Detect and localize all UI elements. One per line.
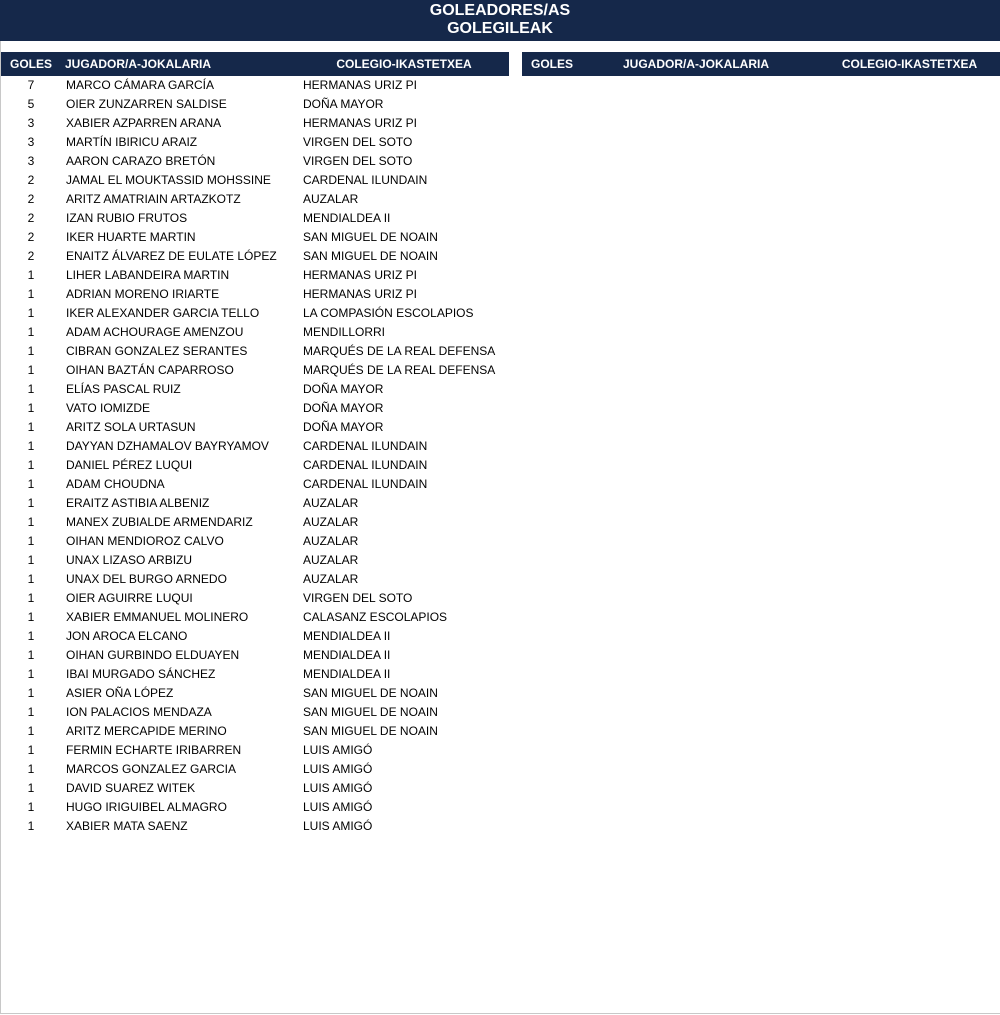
table-row	[1, 437, 509, 456]
table-row	[1, 779, 509, 798]
goals-cell: 1	[27, 382, 35, 396]
player-cell: OIER ZUNZARREN SALDISE	[66, 97, 227, 111]
table-row	[1, 152, 509, 171]
goals-cell: 2	[27, 230, 35, 244]
player-cell: DANIEL PÉREZ LUQUI	[66, 458, 193, 472]
table-row	[1, 475, 509, 494]
goals-cell: 1	[27, 705, 35, 719]
title-line-2: GOLEGILEAK	[447, 20, 553, 37]
goals-cell: 7	[27, 78, 35, 92]
school-cell: LA COMPASIÓN ESCOLAPIOS	[303, 306, 474, 320]
player-cell: XABIER EMMANUEL MOLINERO	[66, 610, 249, 624]
school-cell: LUIS AMIGÓ	[303, 781, 373, 795]
header-colegio: COLEGIO-IKASTETXEA	[841, 57, 978, 71]
school-cell: AUZALAR	[303, 192, 359, 206]
player-cell: ASIER OÑA LÓPEZ	[66, 686, 174, 700]
player-cell: JAMAL EL MOUKTASSID MOHSSINE	[66, 173, 271, 187]
school-cell: SAN MIGUEL DE NOAIN	[303, 230, 438, 244]
header-jugador: JUGADOR/A-JOKALARIA	[622, 57, 769, 71]
goals-cell: 1	[27, 325, 35, 339]
goals-cell: 1	[27, 458, 35, 472]
table-row	[1, 171, 509, 190]
school-cell: VIRGEN DEL SOTO	[303, 135, 413, 149]
goals-cell: 2	[27, 173, 35, 187]
school-cell: CARDENAL ILUNDAIN	[303, 173, 428, 187]
table-row	[1, 570, 509, 589]
goals-cell: 1	[27, 287, 35, 301]
school-cell: HERMANAS URIZ PI	[303, 116, 418, 130]
goals-cell: 1	[27, 743, 35, 757]
table-row	[1, 589, 509, 608]
school-cell: AUZALAR	[303, 496, 359, 510]
goals-cell: 1	[27, 667, 35, 681]
school-cell: CARDENAL ILUNDAIN	[303, 458, 428, 472]
player-cell: MANEX ZUBIALDE ARMENDARIZ	[66, 515, 253, 529]
table-row	[1, 228, 509, 247]
goals-cell: 1	[27, 591, 35, 605]
school-cell: AUZALAR	[303, 534, 359, 548]
goals-cell: 1	[27, 800, 35, 814]
table-row	[1, 361, 509, 380]
player-cell: OIHAN MENDIOROZ CALVO	[66, 534, 224, 548]
player-cell: DAYYAN DZHAMALOV BAYRYAMOV	[66, 439, 269, 453]
table-row	[1, 76, 509, 95]
player-cell: OIER AGUIRRE LUQUI	[66, 591, 193, 605]
goals-cell: 5	[27, 97, 35, 111]
goals-cell: 1	[27, 610, 35, 624]
goals-cell: 1	[27, 401, 35, 415]
player-cell: IBAI MURGADO SÁNCHEZ	[66, 667, 216, 681]
school-cell: SAN MIGUEL DE NOAIN	[303, 724, 438, 738]
school-cell: VIRGEN DEL SOTO	[303, 591, 413, 605]
goals-cell: 1	[27, 363, 35, 377]
goals-cell: 1	[27, 762, 35, 776]
player-cell: ARITZ SOLA URTASUN	[66, 420, 196, 434]
goals-cell: 2	[27, 211, 35, 225]
player-cell: XABIER MATA SAENZ	[66, 819, 188, 833]
school-cell: HERMANAS URIZ PI	[303, 78, 418, 92]
table-header-right	[522, 52, 1000, 76]
table-row	[1, 247, 509, 266]
school-cell: SAN MIGUEL DE NOAIN	[303, 705, 438, 719]
table-row	[1, 456, 509, 475]
player-cell: OIHAN GURBINDO ELDUAYEN	[66, 648, 240, 662]
table-row	[1, 285, 509, 304]
table-row	[1, 209, 509, 228]
title-banner	[0, 0, 1000, 41]
goals-cell: 1	[27, 268, 35, 282]
header-goles: GOLES	[9, 57, 52, 71]
title-line-1: GOLEADORES/AS	[429, 2, 571, 19]
school-cell: CARDENAL ILUNDAIN	[303, 477, 428, 491]
player-cell: ARITZ MERCAPIDE MERINO	[66, 724, 227, 738]
goals-cell: 1	[27, 477, 35, 491]
goals-cell: 1	[27, 572, 35, 586]
school-cell: MENDILLORRI	[303, 325, 386, 339]
goals-cell: 2	[27, 249, 35, 263]
school-cell: HERMANAS URIZ PI	[303, 268, 418, 282]
header-colegio: COLEGIO-IKASTETXEA	[336, 57, 472, 71]
goals-cell: 1	[27, 629, 35, 643]
table-row	[1, 513, 509, 532]
table-row	[1, 190, 509, 209]
table-row	[1, 342, 509, 361]
table-row	[1, 627, 509, 646]
table-header-left	[1, 52, 509, 76]
player-cell: ADRIAN MORENO IRIARTE	[66, 287, 220, 301]
player-cell: JON AROCA ELCANO	[66, 629, 188, 643]
school-cell: MENDIALDEA II	[303, 667, 391, 681]
table-row	[1, 304, 509, 323]
player-cell: DAVID SUAREZ WITEK	[66, 781, 196, 795]
player-cell: IZAN RUBIO FRUTOS	[66, 211, 188, 225]
school-cell: AUZALAR	[303, 515, 359, 529]
table-row	[1, 323, 509, 342]
player-cell: MARCOS GONZALEZ GARCIA	[66, 762, 237, 776]
goals-cell: 1	[27, 420, 35, 434]
school-cell: CALASANZ ESCOLAPIOS	[303, 610, 448, 624]
school-cell: MENDIALDEA II	[303, 648, 391, 662]
scorers-table-body	[1, 76, 509, 836]
player-cell: IKER ALEXANDER GARCIA TELLO	[66, 306, 260, 320]
goals-cell: 3	[27, 154, 35, 168]
player-cell: AARON CARAZO BRETÓN	[66, 154, 216, 168]
table-row	[1, 608, 509, 627]
player-cell: ADAM CHOUDNA	[66, 477, 165, 491]
player-cell: ARITZ AMATRIAIN ARTAZKOTZ	[66, 192, 241, 206]
goals-cell: 1	[27, 344, 35, 358]
school-cell: AUZALAR	[303, 572, 359, 586]
player-cell: ADAM ACHOURAGE AMENZOU	[66, 325, 244, 339]
school-cell: SAN MIGUEL DE NOAIN	[303, 249, 438, 263]
player-cell: ENAITZ ÁLVAREZ DE EULATE LÓPEZ	[66, 249, 277, 263]
goals-cell: 2	[27, 192, 35, 206]
school-cell: SAN MIGUEL DE NOAIN	[303, 686, 438, 700]
player-cell: IKER HUARTE MARTIN	[66, 230, 196, 244]
table-row	[1, 114, 509, 133]
goals-cell: 3	[27, 135, 35, 149]
table-row	[1, 646, 509, 665]
goals-cell: 1	[27, 781, 35, 795]
player-cell: XABIER AZPARREN ARANA	[66, 116, 222, 130]
table-row	[1, 551, 509, 570]
table-row	[1, 665, 509, 684]
goals-cell: 1	[27, 534, 35, 548]
table-row	[1, 684, 509, 703]
goals-cell: 1	[27, 724, 35, 738]
school-cell: LUIS AMIGÓ	[303, 743, 373, 757]
school-cell: DOÑA MAYOR	[303, 420, 384, 434]
goals-cell: 1	[27, 553, 35, 567]
player-cell: ION PALACIOS MENDAZA	[66, 705, 212, 719]
goals-cell: 1	[27, 306, 35, 320]
table-row	[1, 494, 509, 513]
player-cell: VATO IOMIZDE	[66, 401, 151, 415]
goals-cell: 1	[27, 439, 35, 453]
player-cell: MARTÍN IBIRICU ARAIZ	[66, 135, 198, 149]
table-row	[1, 760, 509, 779]
school-cell: DOÑA MAYOR	[303, 401, 384, 415]
school-cell: MENDIALDEA II	[303, 211, 391, 225]
school-cell: LUIS AMIGÓ	[303, 800, 373, 814]
school-cell: DOÑA MAYOR	[303, 382, 384, 396]
player-cell: UNAX LIZASO ARBIZU	[66, 553, 193, 567]
table-row	[1, 133, 509, 152]
goals-cell: 3	[27, 116, 35, 130]
goals-cell: 1	[27, 648, 35, 662]
school-cell: AUZALAR	[303, 553, 359, 567]
player-cell: OIHAN BAZTÁN CAPARROSO	[66, 363, 234, 377]
goals-cell: 1	[27, 515, 35, 529]
player-cell: CIBRAN GONZALEZ SERANTES	[66, 344, 248, 358]
school-cell: MARQUÉS DE LA REAL DEFENSA	[303, 344, 496, 358]
school-cell: MARQUÉS DE LA REAL DEFENSA	[303, 363, 496, 377]
table-row	[1, 703, 509, 722]
header-goles: GOLES	[530, 57, 573, 71]
school-cell: HERMANAS URIZ PI	[303, 287, 418, 301]
table-row	[1, 817, 509, 836]
table-row	[1, 266, 509, 285]
player-cell: LIHER LABANDEIRA MARTIN	[66, 268, 230, 282]
table-row	[1, 95, 509, 114]
school-cell: MENDIALDEA II	[303, 629, 391, 643]
table-row	[1, 741, 509, 760]
goals-cell: 1	[27, 819, 35, 833]
goals-cell: 1	[27, 686, 35, 700]
table-row	[1, 798, 509, 817]
table-row	[1, 722, 509, 741]
player-cell: HUGO IRIGUIBEL ALMAGRO	[66, 800, 227, 814]
player-cell: ELÍAS PASCAL RUIZ	[66, 382, 181, 396]
goals-cell: 1	[27, 496, 35, 510]
table-row	[1, 380, 509, 399]
player-cell: FERMIN ECHARTE IRIBARREN	[66, 743, 242, 757]
school-cell: VIRGEN DEL SOTO	[303, 154, 413, 168]
table-row	[1, 399, 509, 418]
school-cell: DOÑA MAYOR	[303, 97, 384, 111]
player-cell: MARCO CÁMARA GARCÍA	[66, 78, 215, 92]
table-row	[1, 532, 509, 551]
school-cell: CARDENAL ILUNDAIN	[303, 439, 428, 453]
table-row	[1, 418, 509, 437]
school-cell: LUIS AMIGÓ	[303, 762, 373, 776]
header-jugador: JUGADOR/A-JOKALARIA	[64, 57, 211, 71]
player-cell: ERAITZ ASTIBIA ALBENIZ	[66, 496, 210, 510]
player-cell: UNAX DEL BURGO ARNEDO	[66, 572, 227, 586]
school-cell: LUIS AMIGÓ	[303, 819, 373, 833]
